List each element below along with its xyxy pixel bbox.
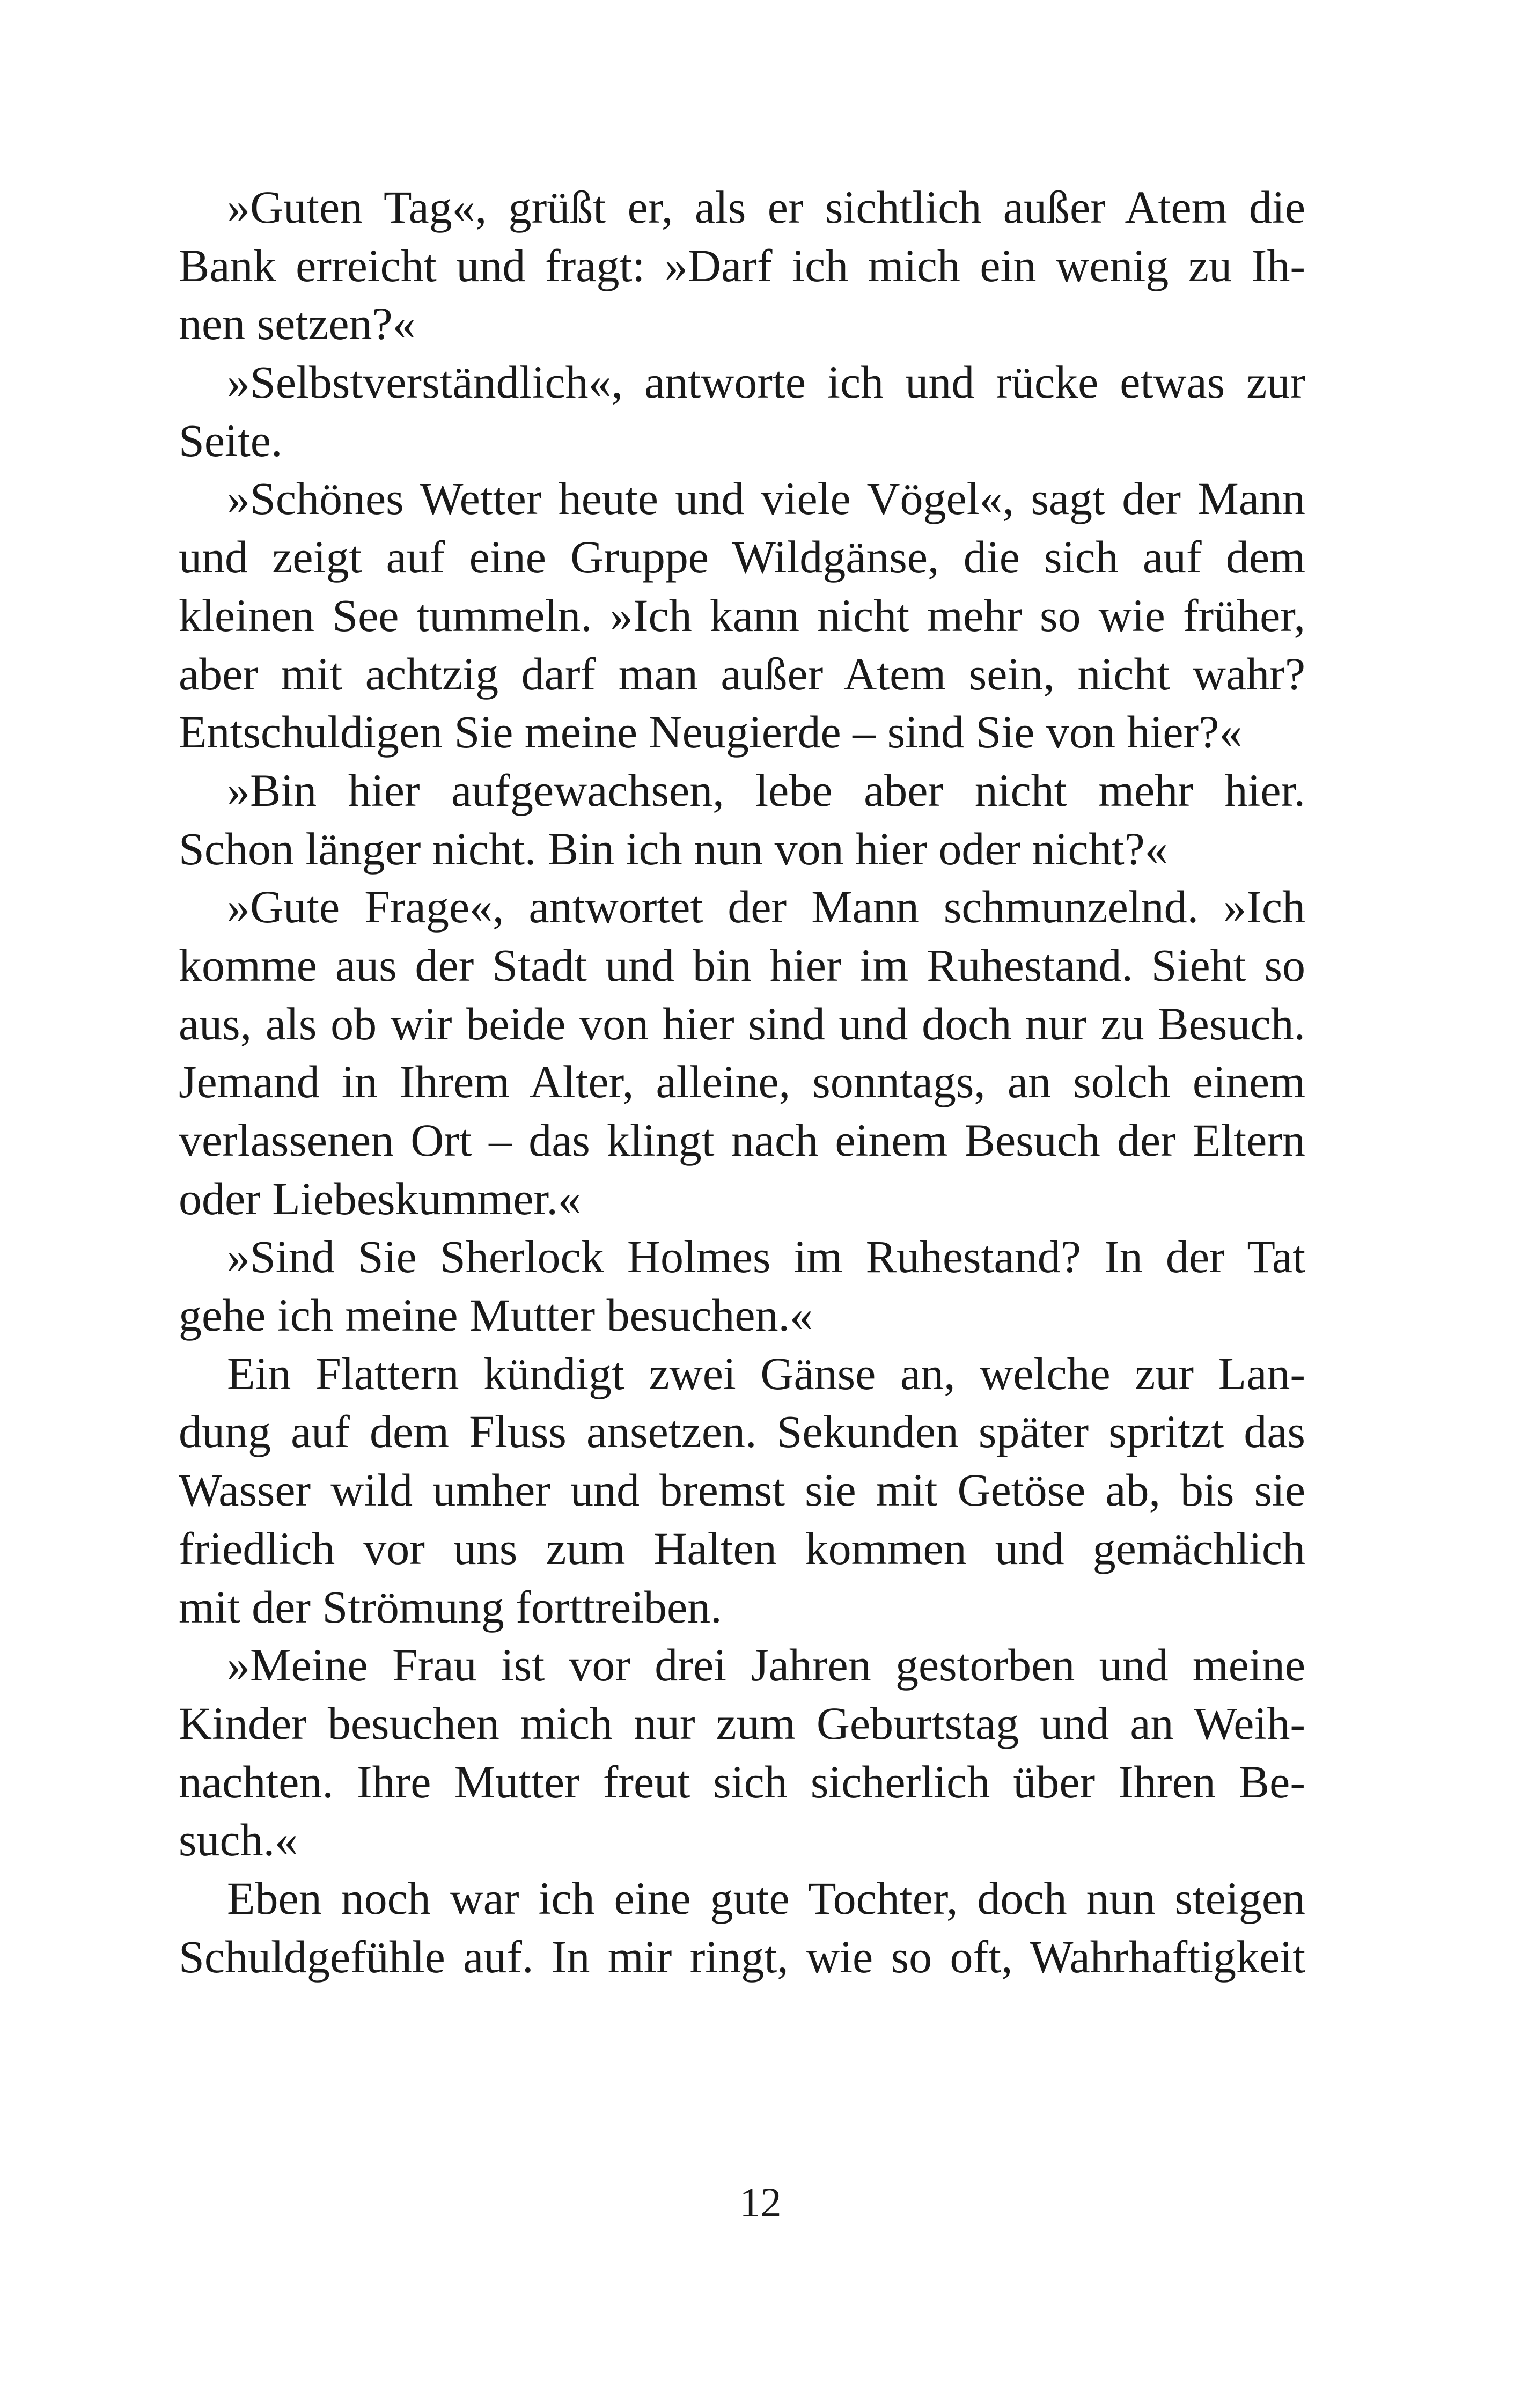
text-line: Kinder besuchen mich nur zum Geburtstag und an Weih- xyxy=(179,1697,1305,1749)
text-line: nen setzen?« xyxy=(179,298,416,350)
text-line: Seite. xyxy=(179,414,283,466)
text-line: »Guten Tag«, grüßt er, als er sichtlich außer Atem die xyxy=(227,181,1305,233)
text-line: dung auf dem Fluss ansetzen. Sekunden später spritzt das xyxy=(179,1406,1305,1458)
text-line: Eben noch war ich eine gute Tochter, doch nun steigen xyxy=(227,1872,1305,1924)
text-line: »Schönes Wetter heute und viele Vögel«, sagt der Mann xyxy=(227,473,1305,525)
text-line: Schon länger nicht. Bin ich nun von hier oder nicht?« xyxy=(179,823,1168,875)
text-line: gehe ich meine Mutter besuchen.« xyxy=(179,1289,813,1341)
text-line: Ein Flattern kündigt zwei Gänse an, welche zur Lan- xyxy=(227,1347,1305,1399)
body-text xyxy=(179,178,1305,1986)
text-line: »Selbstverständlich«, antworte ich und rücke etwas zur xyxy=(227,356,1305,408)
text-line: aber mit achtzig darf man außer Atem sein, nicht wahr? xyxy=(179,648,1305,700)
text-line: Wasser wild umher und bremst sie mit Getöse ab, bis sie xyxy=(179,1464,1305,1516)
text-line: Entschuldigen Sie meine Neugierde – sind Sie von hier?« xyxy=(179,706,1243,758)
text-line: aus, als ob wir beide von hier sind und doch nur zu Besuch. xyxy=(179,997,1305,1049)
text-line: oder Liebeskummer.« xyxy=(179,1172,581,1224)
text-line: komme aus der Stadt und bin hier im Ruhestand. Sieht so xyxy=(179,939,1305,991)
text-line: such.« xyxy=(179,1814,298,1866)
text-line: Schuldgefühle auf. In mir ringt, wie so oft, Wahrhaftigkeit xyxy=(179,1930,1305,1983)
text-line: nachten. Ihre Mutter freut sich sicherlich über Ihren Be- xyxy=(179,1756,1305,1808)
text-line: verlassenen Ort – das klingt nach einem Besuch der Eltern xyxy=(179,1114,1305,1166)
text-line: friedlich vor uns zum Halten kommen und gemächlich xyxy=(179,1522,1305,1574)
text-line: kleinen See tummeln. »Ich kann nicht mehr so wie früher, xyxy=(179,589,1305,641)
text-line: »Gute Frage«, antwortet der Mann schmunzelnd. »Ich xyxy=(227,881,1305,933)
text-line: mit der Strömung forttreiben. xyxy=(179,1581,722,1633)
text-line: »Sind Sie Sherlock Holmes im Ruhestand? In der Tat xyxy=(227,1231,1305,1283)
text-line: Bank erreicht und fragt: »Darf ich mich ein wenig zu Ih- xyxy=(179,239,1305,291)
text-line: Jemand in Ihrem Alter, alleine, sonntags, an solch einem xyxy=(179,1056,1305,1108)
text-line: »Meine Frau ist vor drei Jahren gestorben und meine xyxy=(227,1639,1305,1691)
page-number: 12 xyxy=(739,2179,782,2226)
text-line: »Bin hier aufgewachsen, lebe aber nicht mehr hier. xyxy=(227,764,1305,816)
text-line: und zeigt auf eine Gruppe Wildgänse, die sich auf dem xyxy=(179,531,1305,583)
